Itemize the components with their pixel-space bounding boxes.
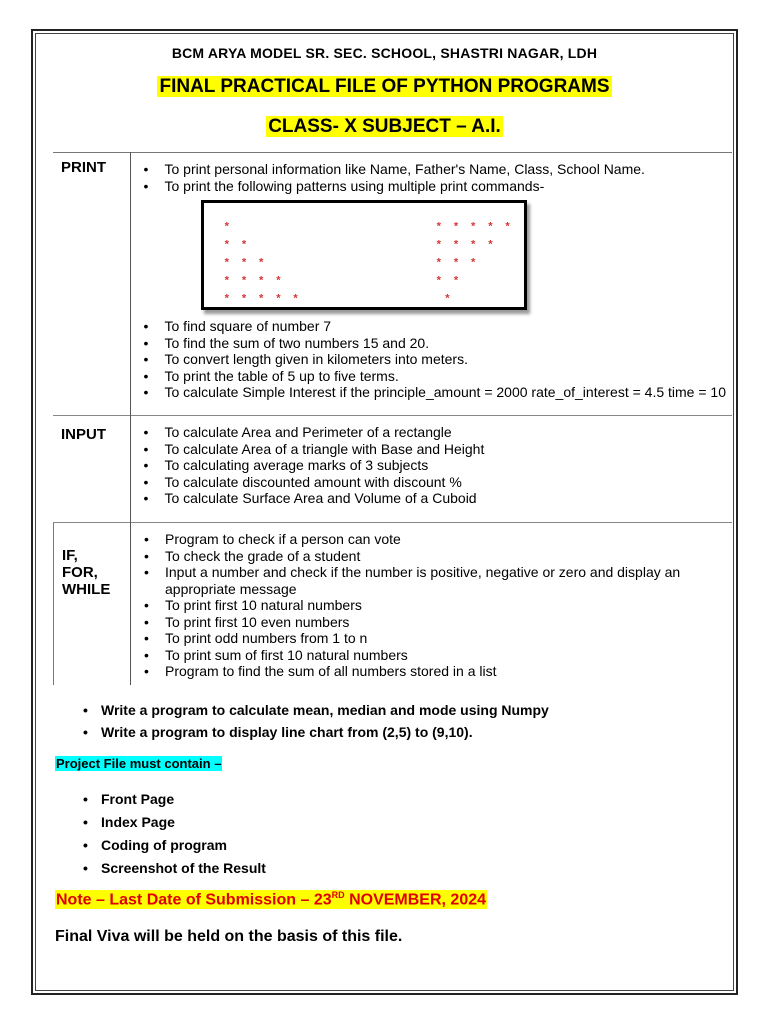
input-label: INPUT xyxy=(53,416,130,522)
print-items-bottom xyxy=(139,318,732,401)
print-items-top xyxy=(139,161,732,194)
list-item: • Front Page xyxy=(81,788,266,811)
class-subject-text: CLASS- X SUBJECT – A.I. xyxy=(268,116,501,137)
list-item: • To calculate discounted amount with discount % xyxy=(139,474,732,491)
list-item: • To print the following patterns using multiple print commands- xyxy=(139,178,732,195)
loop-section xyxy=(53,523,732,685)
list-item: • Program to check if a person can vote xyxy=(139,531,731,548)
file-title-text: FINAL PRACTICAL FILE OF PYTHON PROGRAMS xyxy=(159,76,610,97)
note-superscript: RD xyxy=(331,890,345,900)
loop-label-for: FOR, xyxy=(62,564,98,581)
viva-note: Final Viva will be held on the basis of this file. xyxy=(55,928,403,945)
list-item: • To convert length given in kilometers into meters. xyxy=(139,351,732,368)
list-item: • To calculating average marks of 3 subjects xyxy=(139,457,732,474)
school-name: BCM ARYA MODEL SR. SEC. SCHOOL, SHASTRI NAGAR, LDH xyxy=(171,45,598,61)
input-content xyxy=(130,416,732,522)
print-content xyxy=(130,153,732,416)
list-item: • To print personal information like Name, Father's Name, Class, School Name. xyxy=(139,161,732,178)
list-item: • To print odd numbers from 1 to n xyxy=(139,630,731,647)
pattern-left-triangle: * * * * * * * * * * * * * * * xyxy=(223,222,301,306)
loop-items xyxy=(139,531,731,680)
loop-label xyxy=(54,523,131,685)
list-item: • To calculate Simple Interest if the principle_amount = 2000 rate_of_interest = 4.5 time = 10 xyxy=(139,384,732,401)
class-subject xyxy=(35,116,734,138)
loop-content xyxy=(131,523,733,685)
list-item: • Write a program to calculate mean, median and mode using Numpy xyxy=(81,699,549,721)
list-item: • To print first 10 even numbers xyxy=(139,614,731,631)
list-item: • Write a program to display line chart from (2,5) to (9,10). xyxy=(81,721,549,743)
list-item: • To print sum of first 10 natural numbers xyxy=(139,647,731,664)
list-item: • To find square of number 7 xyxy=(139,318,732,335)
list-item: • To check the grade of a student xyxy=(139,548,731,565)
list-item: • To print the table of 5 up to five terms. xyxy=(139,368,732,385)
list-item: • Input a number and check if the number is positive, negative or zero and display an appropriate message xyxy=(139,564,731,597)
loop-label-while: WHILE xyxy=(62,581,111,598)
list-item: • To print first 10 natural numbers xyxy=(139,597,731,614)
list-item: • Program to find the sum of all numbers stored in a list xyxy=(139,663,731,680)
list-item: • To calculate Area of a triangle with Base and Height xyxy=(139,441,732,458)
list-item: • To calculate Surface Area and Volume of a Cuboid xyxy=(139,490,732,507)
project-items-list xyxy=(81,788,266,880)
note-suffix: NOVEMBER, 2024 xyxy=(344,891,487,909)
list-item: • Coding of program xyxy=(81,834,266,857)
list-item: • Screenshot of the Result xyxy=(81,857,266,880)
list-item: • To calculate Area and Perimeter of a rectangle xyxy=(139,424,732,441)
print-label: PRINT xyxy=(53,153,130,416)
submission-note xyxy=(55,890,487,909)
input-section xyxy=(53,416,732,523)
file-title xyxy=(35,76,734,98)
list-item: • Index Page xyxy=(81,811,266,834)
extra-programs-list xyxy=(81,699,549,743)
loop-label-if: IF, xyxy=(62,547,78,564)
project-heading: Project File must contain – xyxy=(56,756,222,771)
note-prefix: Note – Last Date of Submission – 23 xyxy=(56,891,332,909)
input-items xyxy=(139,424,732,507)
pattern-right-triangle: * * * * * * * * * * * * * * * xyxy=(435,222,513,306)
print-section xyxy=(53,152,732,416)
pattern-box xyxy=(201,200,527,310)
list-item: • To find the sum of two numbers 15 and 20. xyxy=(139,335,732,352)
